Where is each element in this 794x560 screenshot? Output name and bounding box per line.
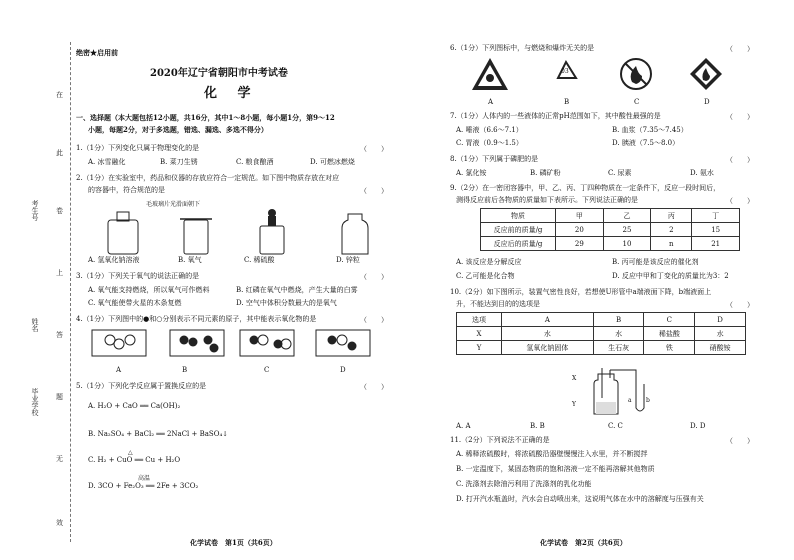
q1-stem: 1.（1分）下列变化只属于物理变化的是	[76, 144, 200, 152]
table-cell: 乙	[603, 209, 651, 223]
q5-option-d: D. 3CO + Fe₂O₃ ══ 2Fe + 3CO₂	[88, 482, 199, 490]
table-cell: 25	[603, 223, 651, 237]
q7-option-d: D. 胰液（7.5～8.0）	[612, 139, 680, 147]
q3-option-b: B. 红磷在氧气中燃烧，产生大量的白雾	[236, 286, 358, 294]
table-cell: 反应后的质量/g	[481, 237, 556, 251]
table-cell: n	[651, 237, 692, 251]
q11-stem: 11.（2分）下列说法不正确的是	[450, 436, 550, 444]
q9-stem-1: 9.（2分）在一密闭容器中，甲、乙、丙、丁四种物质在一定条件下，反应一段时间后，	[450, 184, 721, 192]
q8-stem: 8.（1分）下列属于磷肥的是	[450, 155, 539, 163]
table-cell: 10	[603, 237, 651, 251]
exam-title: 2020年辽宁省朝阳市中考试卷	[150, 68, 288, 79]
q10-option-a: A. A	[456, 422, 471, 430]
table-cell: B	[593, 313, 644, 327]
q10-options-table	[456, 312, 746, 355]
table-cell: 生石灰	[593, 341, 644, 355]
q3-answer-blank: （ ）	[360, 273, 388, 281]
margin-char: 题	[56, 393, 63, 401]
q8-option-a: A. 氯化铵	[456, 169, 487, 177]
q3-option-a: A. 氧气能支持燃烧，所以氧气可作燃料	[88, 286, 210, 294]
q10-option-c: C. C	[608, 422, 623, 430]
q6-label-b: B	[564, 98, 570, 106]
q6-recycle-text: 03	[561, 68, 569, 75]
table-cell: 丙	[651, 209, 692, 223]
q3-option-d: D. 空气中体积分数最大的是氧气	[236, 299, 337, 307]
q1-answer-blank: （ ）	[360, 145, 388, 153]
section-heading: 一、选择题（本大题包括12小题，共16分，其中1～8小题，每小题1分，第9～12	[76, 113, 335, 122]
q11-option-c: C. 洗涤剂去除油污利用了洗涤剂的乳化功能	[456, 480, 592, 488]
q8-option-b: B. 磷矿粉	[530, 169, 561, 177]
margin-char: 效	[56, 519, 63, 527]
q10-fig-x: X	[572, 375, 577, 382]
table-row	[457, 327, 746, 341]
q7-option-c: C. 胃液（0.9～1.5）	[456, 139, 523, 147]
confidential-mark: 绝密★启用前	[76, 48, 118, 57]
q7-option-a: A. 唾液（6.6～7.1）	[456, 126, 523, 134]
q2-bottle-label: 毛玻璃片光滑面朝下	[146, 201, 201, 208]
q9-answer-blank: （ ）	[726, 197, 754, 205]
q4-label-c: C	[264, 366, 270, 374]
table-cell: 物质	[481, 209, 556, 223]
q11-option-b: B. 一定温度下，某固态物质的饱和溶液一定不能再溶解其他物质	[456, 465, 655, 473]
table-cell: 29	[556, 237, 604, 251]
q2-answer-blank: （ ）	[360, 187, 388, 195]
binding-line	[70, 42, 71, 542]
table-cell: A	[502, 313, 594, 327]
table-cell: C	[644, 313, 695, 327]
table-cell: D	[695, 313, 746, 327]
table-row	[457, 341, 746, 355]
q9-option-b: B. 丙可能是该反应的催化剂	[612, 258, 699, 266]
margin-char: 上	[56, 269, 63, 277]
q8-option-d: D. 氨水	[690, 169, 714, 177]
q11-answer-blank: （ ）	[726, 437, 754, 445]
q10-option-b: B. B	[530, 422, 545, 430]
table-cell: 水	[502, 327, 594, 341]
q2-option-a: A. 氢氧化钠溶液	[88, 256, 140, 264]
table-cell: 反应前的质量/g	[481, 223, 556, 237]
footer-page-1: 化学试卷 第1页（共6页）	[190, 538, 277, 547]
q9-option-c: C. 乙可能是化合物	[456, 272, 515, 280]
table-cell: 硝酸铵	[695, 341, 746, 355]
q1-option-a: A. 冰雪融化	[88, 158, 126, 166]
table-cell: 氢氧化钠固体	[502, 341, 594, 355]
q10-option-d: D. D	[690, 422, 706, 430]
q2-option-d: D. 锌粒	[336, 256, 360, 264]
q8-option-c: C. 尿素	[608, 169, 632, 177]
q10-fig-b: b	[646, 397, 650, 404]
q5-option-c: C. H₂ + CuO ══ Cu + H₂O	[88, 456, 181, 464]
q6-answer-blank: （ ）	[726, 45, 754, 53]
q10-stem-2: 升，不能达到目的的选项是	[456, 300, 540, 308]
exam-number-label: 考生号	[31, 200, 39, 221]
q9-mass-table	[480, 208, 740, 251]
q5-option-a: A. H₂O + CaO ══ Ca(OH)₂	[88, 402, 181, 410]
table-cell: 15	[692, 223, 740, 237]
q2-option-b: B. 氧气	[178, 256, 202, 264]
table-cell: 水	[695, 327, 746, 341]
q9-option-d: D. 反应中甲和丁变化的质量比为3：2	[612, 272, 729, 280]
q9-option-a: A. 该反应是分解反应	[456, 258, 522, 266]
q1-option-d: D. 可燃冰燃烧	[310, 158, 355, 166]
q4-label-d: D	[340, 366, 346, 374]
table-cell: 水	[593, 327, 644, 341]
q6-label-a: A	[488, 98, 494, 106]
margin-char: 在	[56, 91, 63, 99]
table-header-row	[457, 313, 746, 327]
q7-stem: 7.（1分）人体内的一些液体的正常pH范围如下，其中酸性最强的是	[450, 112, 661, 120]
margin-char: 无	[56, 455, 63, 463]
table-cell: 稀盐酸	[644, 327, 695, 341]
q4-answer-blank: （ ）	[360, 316, 388, 324]
q3-option-c: C. 氧气能使带火星的木条复燃	[88, 299, 182, 307]
q1-option-b: B. 菜刀生锈	[160, 158, 198, 166]
q6-signs-figure	[470, 56, 770, 96]
q6-stem: 6.（1分）下列图标中，与燃烧和爆炸无关的是	[450, 44, 595, 52]
table-cell: 2	[651, 223, 692, 237]
q2-stem-1: 2.（1分）在实验室中，药品和仪器的存放应符合一定规范。如下图中物质存放在对应	[76, 174, 340, 182]
q5-answer-blank: （ ）	[360, 383, 388, 391]
section-heading-cont: 小题，每题2分，对于多选题，错选、漏选、多选不得分）	[88, 125, 268, 134]
q6-label-c: C	[634, 98, 640, 106]
q6-label-d: D	[704, 98, 710, 106]
q3-stem: 3.（1分）下列关于氧气的说法正确的是	[76, 272, 200, 280]
q2-stem-2: 的容器中，符合规范的是	[88, 186, 165, 194]
q10-fig-a: a	[628, 397, 632, 404]
table-cell: Y	[457, 341, 502, 355]
table-row	[481, 223, 740, 237]
footer-page-2: 化学试卷 第2页（共6页）	[540, 538, 627, 547]
q10-fig-y: Y	[572, 401, 576, 408]
q4-label-a: A	[116, 366, 122, 374]
q10-stem-1: 10.（2分）如下图所示，装置气密性良好，若想使U形管中a端液面下降，b端液面上	[450, 288, 712, 296]
q4-molecule-figure	[90, 328, 390, 360]
q5-d-condition: 高温	[138, 475, 151, 482]
q8-answer-blank: （ ）	[726, 156, 754, 164]
q2-bottles-figure	[80, 208, 380, 258]
table-cell: 铁	[644, 341, 695, 355]
table-cell: 甲	[556, 209, 604, 223]
margin-char: 此	[56, 149, 63, 157]
q11-option-a: A. 稀释浓硫酸时，将浓硫酸沿器壁慢慢注入水里，并不断搅拌	[456, 450, 648, 458]
table-cell: 20	[556, 223, 604, 237]
q4-label-b: B	[182, 366, 188, 374]
q2-option-c: C. 稀硫酸	[244, 256, 275, 264]
table-row	[481, 237, 740, 251]
margin-char: 答	[56, 331, 63, 339]
q7-option-b: B. 血浆（7.35～7.45）	[612, 126, 688, 134]
q10-apparatus-figure	[580, 368, 670, 418]
name-label: 姓名	[31, 318, 39, 332]
school-label: 毕业学校	[31, 388, 39, 416]
table-header-row	[481, 209, 740, 223]
table-cell: 21	[692, 237, 740, 251]
table-cell: X	[457, 327, 502, 341]
q5-c-condition: △	[128, 449, 133, 456]
margin-char: 卷	[56, 207, 63, 215]
q5-stem: 5.（1分）下列化学反应属于置换反应的是	[76, 382, 207, 390]
table-cell: 选项	[457, 313, 502, 327]
q10-answer-blank: （ ）	[726, 301, 754, 309]
q11-option-d: D. 打开汽水瓶盖时，汽水会自动喷出来，这说明气体在水中的溶解度与压强有关	[456, 495, 704, 503]
q1-option-c: C. 粮食酿酒	[236, 158, 274, 166]
subject-title: 化 学	[204, 86, 259, 101]
q7-answer-blank: （ ）	[726, 113, 754, 121]
q4-stem: 4.（1分）下列图中的●和○分别表示不同元素的原子，其中能表示氧化物的是	[76, 315, 317, 323]
q9-stem-2: 测得反应前后各物质的质量如下表所示。下列说法正确的是	[456, 196, 638, 204]
table-cell: 丁	[692, 209, 740, 223]
q5-option-b: B. Na₂SO₄ + BaCl₂ ══ 2NaCl + BaSO₄↓	[88, 430, 229, 438]
